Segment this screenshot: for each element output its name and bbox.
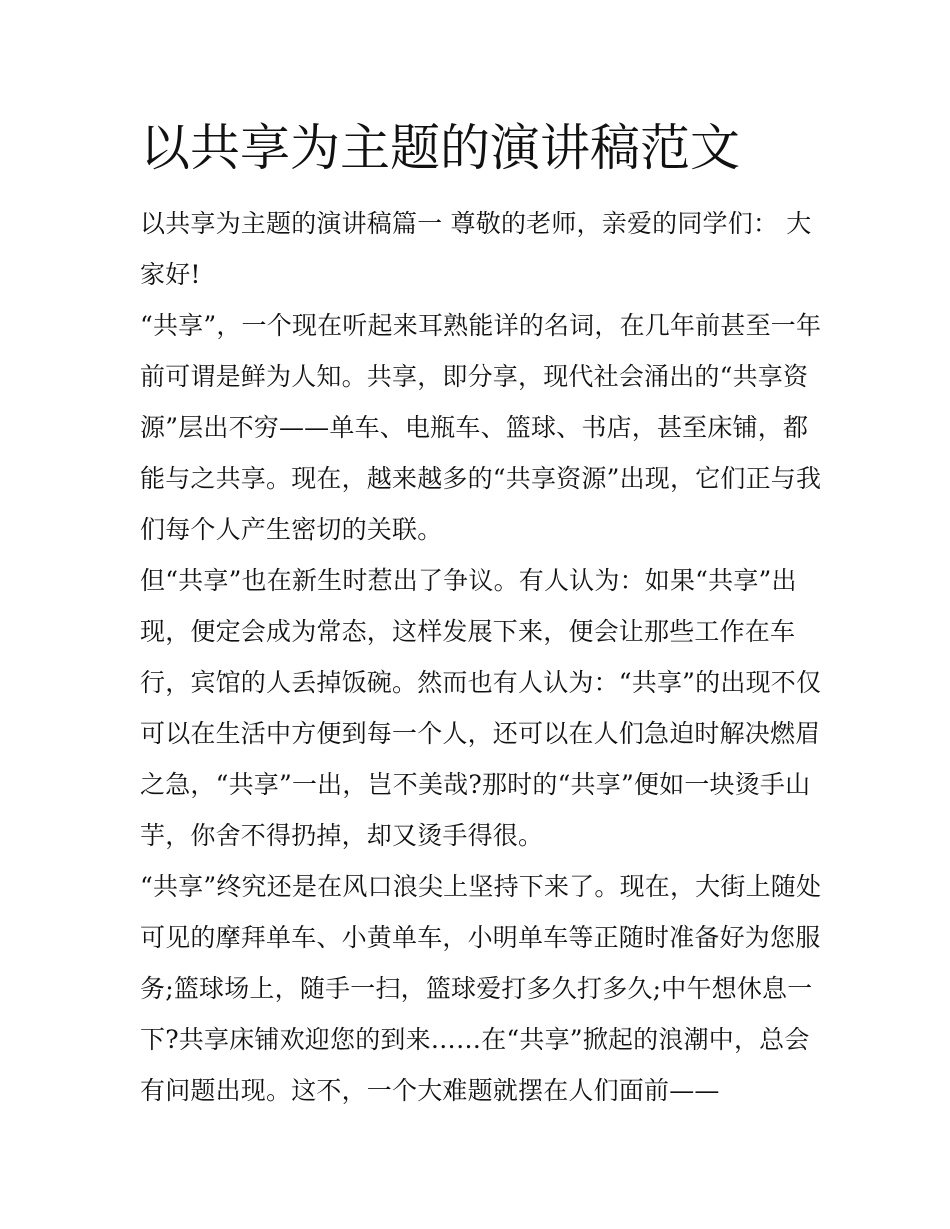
body-line: 之急，“共享”一出，岂不美哉?那时的“共享”便如一块烫手山	[140, 770, 811, 799]
body-line: 可见的摩拜单车、小黄单车，小明单车等正随时准备好为您服	[140, 923, 821, 952]
body-line: 有问题出现。这不，一个大难题就摆在人们面前——	[140, 1076, 720, 1105]
document-body	[140, 198, 820, 1116]
body-line: 现，便定会成为常态，这样发展下来，便会让那些工作在车	[140, 617, 796, 646]
body-line: 务;篮球场上，随手一扫，篮球爱打多久打多久;中午想休息一	[140, 974, 813, 1003]
body-line: 下?共享床铺欢迎您的到来……在“共享”掀起的浪潮中，总会	[140, 1025, 810, 1054]
body-line: 行，宾馆的人丢掉饭碗。然而也有人认为：“共享”的出现不仅	[140, 668, 822, 697]
body-line: “共享”终究还是在风口浪尖上坚持下来了。现在，大街上随处	[140, 872, 822, 901]
body-line: 但“共享”也在新生时惹出了争议。有人认为：如果“共享”出	[140, 566, 797, 595]
body-line: 可以在生活中方便到每一个人，还可以在人们急迫时解决燃眉	[140, 719, 821, 748]
body-line: “共享”，一个现在听起来耳熟能详的名词，在几年前甚至一年	[140, 311, 822, 340]
body-line: 前可谓是鲜为人知。共享，即分享，现代社会涌出的“共享资	[140, 362, 809, 391]
body-line: 芋，你舍不得扔掉，却又烫手得很。	[140, 821, 544, 850]
body-line: 以共享为主题的演讲稿篇一 尊敬的老师，亲爱的同学们： 大	[140, 209, 812, 238]
body-line: 家好!	[140, 260, 201, 289]
body-line: 们每个人产生密切的关联。	[140, 515, 443, 544]
body-line: 能与之共享。现在，越来越多的“共享资源”出现，它们正与我	[140, 464, 822, 493]
body-line: 源”层出不穷——单车、电瓶车、篮球、书店，甚至床铺，都	[140, 413, 809, 442]
document-title: 以共享为主题的演讲稿范文	[140, 119, 740, 177]
